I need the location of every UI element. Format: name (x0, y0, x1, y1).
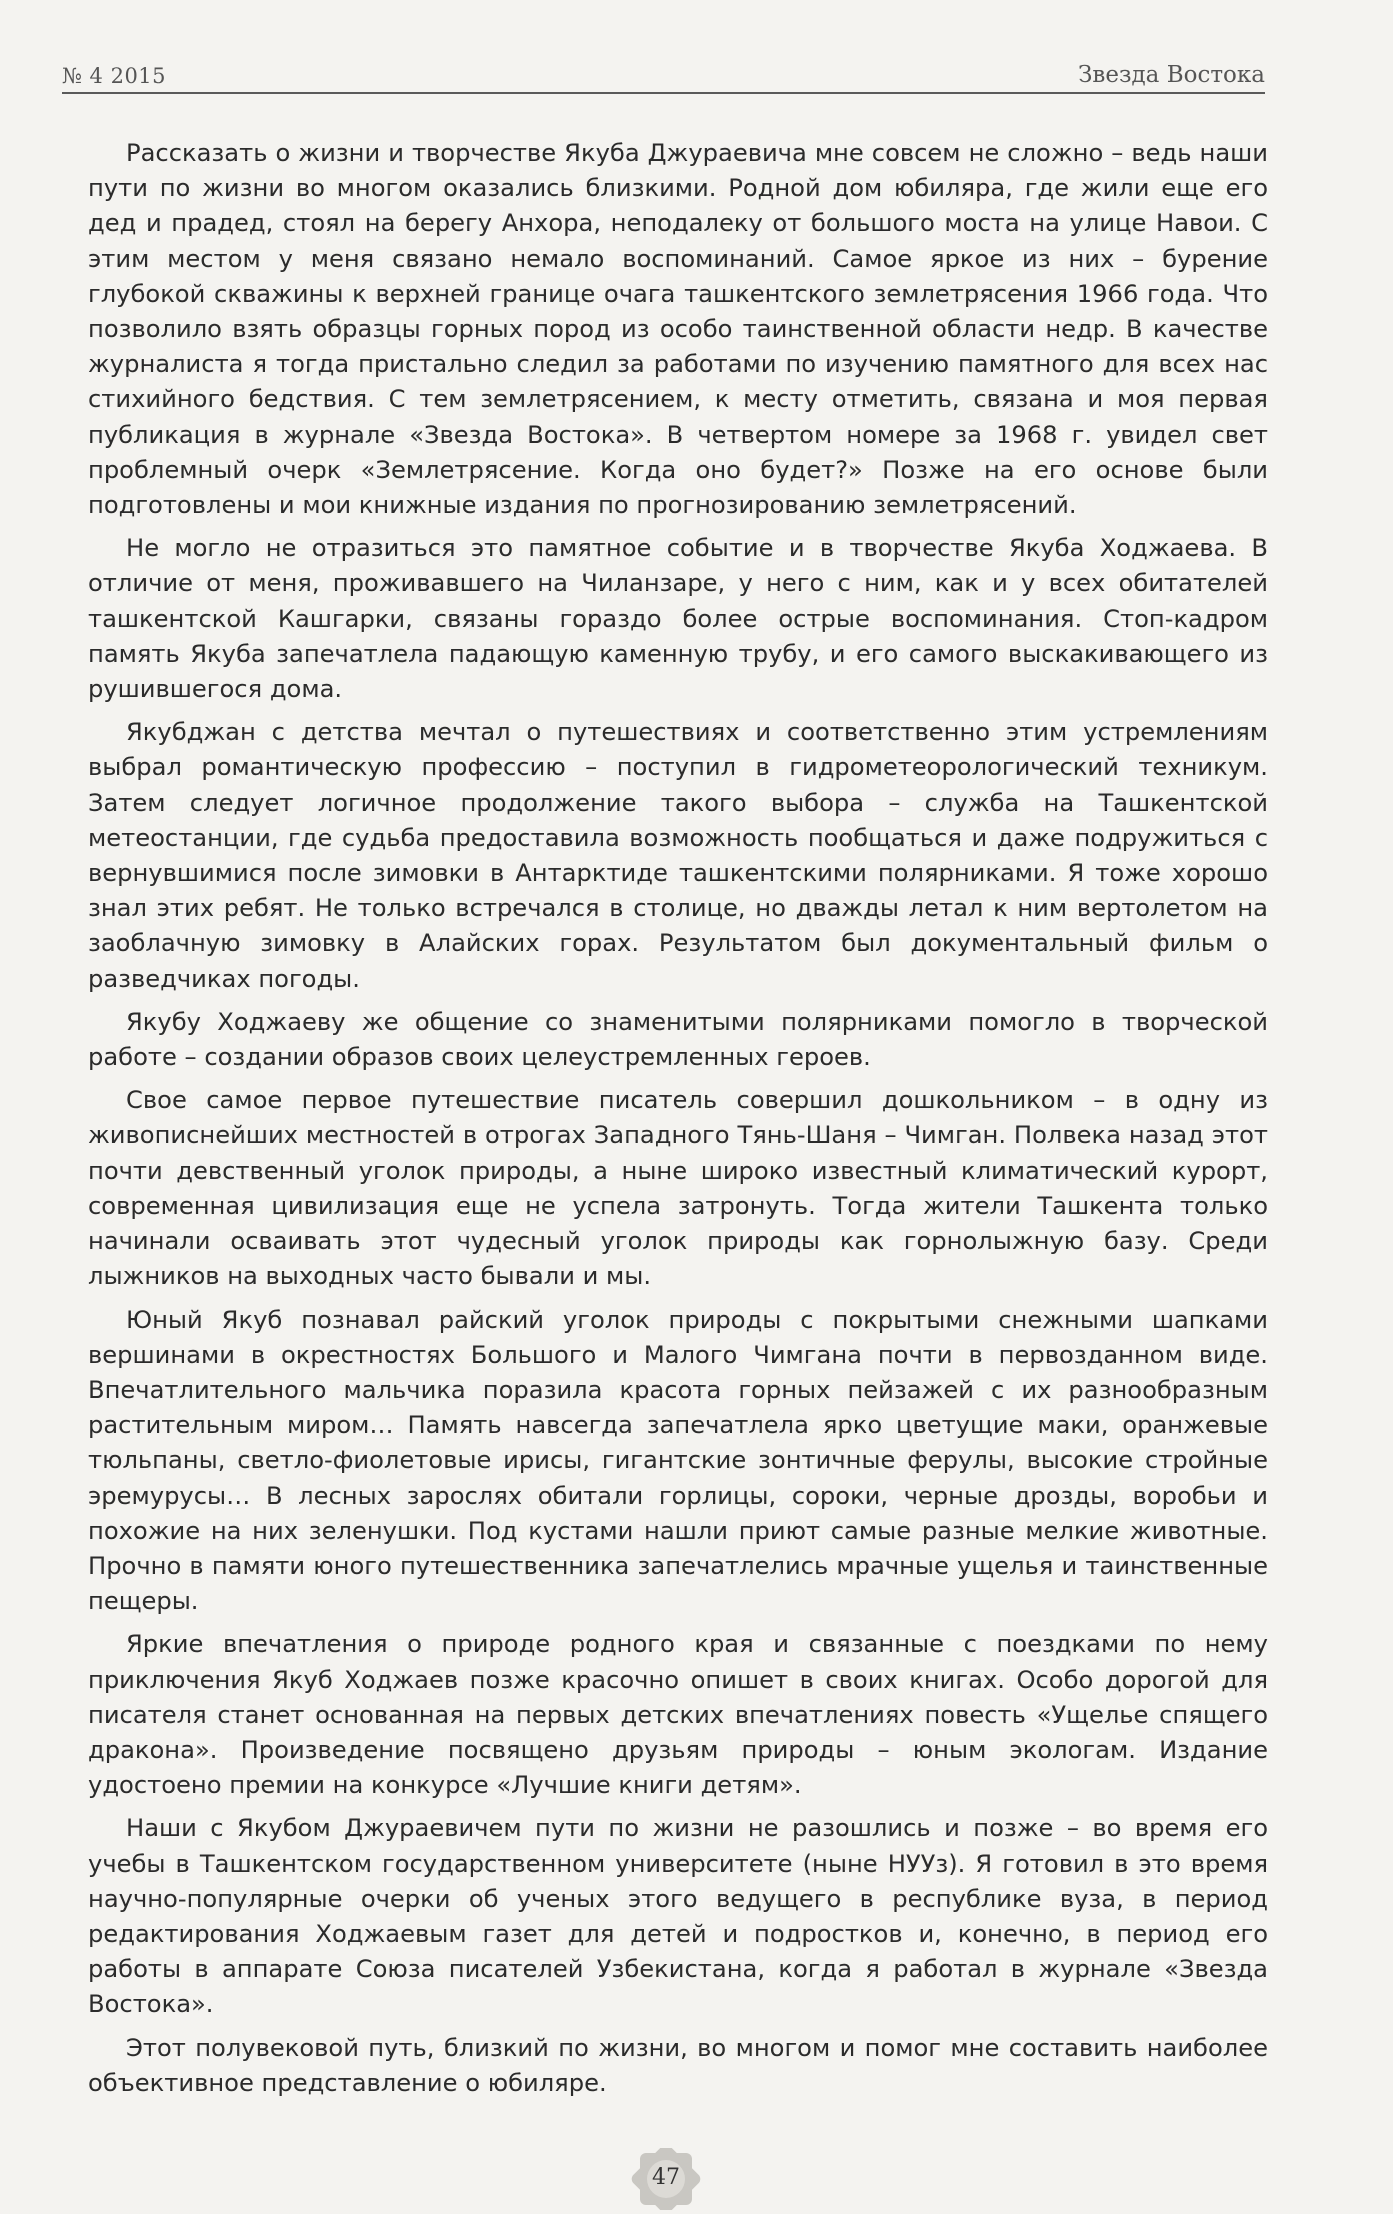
journal-title: Звезда Востока (1078, 62, 1265, 88)
paragraph: Наши с Якубом Джураевичем пути по жизни не разошлись и позже – во время его учебы в Ташкентском государственном университете (ныне НУУз). Я готовил в это время научно-популярные очерки об ученых этого ведущего в республике вуза, в период редактирования Ходжаевым газет для детей и подростков и, конечно, в период его работы в аппарате Союза писателей Узбекистана, когда я работал в журнале «Звезда Востока». (88, 1814, 1268, 2019)
paragraph: Яркие впечатления о природе родного края и связанные с поездками по нему приключения Якуб Ходжаев позже красочно опишет в своих книгах. Особо дорогой для писателя станет основанная на первых детских впечатлениях повесть «Ущелье спящего дракона». Произведение посвящено друзьям природы – юным экологам. Издание удостоено премии на конкурсе «Лучшие книги детям». (88, 1630, 1268, 1800)
running-header (62, 58, 1265, 94)
paragraph: Свое самое первое путешествие писатель совершил дошкольником – в одну из живописнейших местностей в отрогах Западного Тянь-Шаня – Чимган. Полвека назад этот почти девственный уголок природы, а ныне широко известный климатический курорт, современная цивилизация еще не успела затронуть. Тогда жители Ташкента только начинали осваивать этот чудесный уголок природы как горнолыжную базу. Среди лыжников на выходных часто бывали и мы. (88, 1086, 1268, 1291)
paragraph: Рассказать о жизни и творчестве Якуба Джураевича мне совсем не сложно – ведь наши пути по жизни во многом оказались близкими. Родной дом юбиляра, где жили еще его дед и прадед, стоял на берегу Анхора, неподалеку от большого моста на улице Навои. С этим местом у меня связано немало воспоминаний. Самое яркое из них – бурение глубокой скважины к верхней границе очага ташкентского землетрясения 1966 года. Что позволило взять образцы горных пород из особо таинственной области недр. В качестве журналиста я тогда пристально следил за работами по изучению памятного для всех нас стихийного бедствия. С тем землетрясением, к месту отметить, связана и моя первая публикация в журнале «Звезда Востока». В четвертом номере за 1968 г. увидел свет проблемный очерк «Землетрясение. Когда оно будет?» Позже на его основе были подготовлены и мои книжные издания по прогнозированию землетрясений. (88, 139, 1268, 520)
paragraph: Якубджан с детства мечтал о путешествиях и соответственно этим устремлениям выбрал романтическую профессию – поступил в гидрометеорологический техникум. Затем следует логичное продолжение такого выбора – служба на Ташкентской метеостанции, где судьба предоставила возможность пообщаться и даже подружиться с вернувшимися после зимовки в Антарктиде ташкентскими полярниками. Я тоже хорошо знал этих ребят. Не только встречался в столице, но дважды летал к ним вертолетом на заоблачную зимовку в Алайских горах. Результатом был документальный фильм о разведчиках погоды. (88, 718, 1268, 993)
paragraph: Якубу Ходжаеву же общение со знаменитыми полярниками помогло в творческой работе – создании образов своих целеустремленных героев. (88, 1007, 1268, 1072)
page-number-badge (626, 2148, 706, 2210)
paragraph: Этот полувековой путь, близкий по жизни, во многом и помог мне составить наиболее объективное представление о юбиляре. (88, 2033, 1268, 2097)
issue-number: № 4 2015 (62, 64, 167, 88)
paragraph: Юный Якуб познавал райский уголок природы с покрытыми снежными шапками вершинами в окрестностях Большого и Малого Чимгана почти в первозданном виде. Впечатлительного мальчика поразила красота горных пейзажей с их разнообразным растительным миром… Память навсегда запечатлела ярко цветущие маки, оранжевые тюльпаны, светло-фиолетовые ирисы, гигантские зонтичные ферулы, высокие стройные эремурусы… В лесных зарослях обитали горлицы, сороки, черные дрозды, воробьи и похожие на них зеленушки. Под кустами нашли приют самые разные мелкие животные. Прочно в памяти юного путешественника запечатлелись мрачные ущелья и таинственные пещеры. (88, 1305, 1268, 1616)
page-number: 47 (652, 2165, 680, 2190)
article-body (88, 136, 1268, 2109)
paragraph: Не могло не отразиться это памятное событие и в творчестве Якуба Ходжаева. В отличие от меня, проживавшего на Чиланзаре, у него с ним, как и у всех обитателей ташкентской Кашгарки, связаны гораздо более острые воспоминания. Стоп-кадром память Якуба запечатлела падающую каменную трубу, и его самого выскакивающего из рушившегося дома. (88, 534, 1268, 704)
